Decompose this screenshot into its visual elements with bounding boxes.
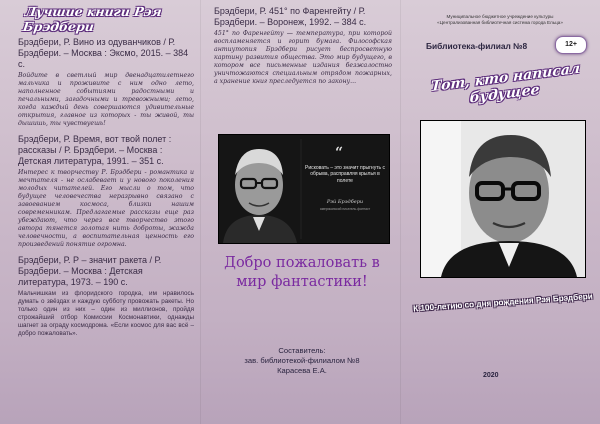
book-description: 451° по Фаренгейту — температура, при которой воспламеняется и горит бумага. Философская антиутопия Брэдбери рисует беспросветную картину развития общества. Это мир будущего, в котором все письменные издания безжалостно уничтожаются специальным отрядом пожарных, а хранение книг преследуется по закону... [214,30,392,85]
book-entry [18,134,194,249]
compiler-role: зав. библиотекой-филиалом №8 [244,356,360,365]
branch-name: Библиотека-филиал №8 [426,41,528,51]
left-panel [0,0,200,424]
quote-mark-icon: “ [335,145,344,161]
book-description: Мальчишкам из флоридского городка, им нравилось думать о звёздах и каждую субботу провожать ракеты. Но только один из них – один из миллионов, пройдя строжайший отбор Комиссии Космонавтики, однажды шагнет за ограду космодрома. «Если космос для вас всё – добро пожаловать». [18,290,194,337]
author-portrait-image [421,121,585,277]
anniversary-caption: К 100-летию со дня рождения Рэя Брэдбери [412,291,594,314]
quote-author: Рэй Брэдбери [326,199,364,205]
compiler-name: Карасева Е.А. [277,366,327,375]
book-entry [18,255,194,338]
book-description: Интерес к творчеству Р. Брэдбери - романтика и мечтателя - не ослабевает и у нового поколения молодых читателей. Его мысли о том, что будущее человечества неразрывно связано с завоеванием космоса, близки нашим современникам. Предлагаемые рассказы еще раз убеждают, что через все творчество этого автора тянется золотая нить доброты, жажда человечности, а воспитательная ценность его произведений понятие огромна. [18,169,194,248]
book-citation: Брэдбери, Р. Вино из одуванчиков / Р. Брэдбери. – Москва : Эксмо, 2015. – 384 с. [18,37,189,69]
organization-line: «Централизованная библиотечная система города Ельца» [437,20,563,25]
author-portrait [420,120,586,278]
fold-line [400,0,401,424]
quote-photo-card [218,134,390,244]
compiler-label: Составитель: [278,346,326,355]
book-citation: Брэдбери, Р. Время, вот твой полет : рассказы / Р. Брэдбери. – Москва : Детская литература, 1991. – 351 с. [18,134,172,166]
welcome-heading: Добро пожаловать в мир фантастики! [224,255,380,290]
cover-title: Тот, кто написал будущее [430,60,581,107]
quote-text: Рисковать – это значит прыгнуть с обрыва, расправляя крылья в полете [305,165,385,184]
organization-line: Муниципальное бюджетное учреждение культуры [446,14,554,19]
book-citation: Брэдбери, Р. 451° по Фаренгейту / Р. Брэдбери. – Воронеж, 1992. – 384 с. [214,6,367,27]
compiler-block [210,346,394,376]
book-description: Войдите в светлый мир двенадцатилетнего мальчика и проживите с ним одно лето, наполненное событиями радостными и печальными, загадочными и тревожными; лето, когда каждый день совершаются удивительные открытия, главное из которых - ты живой, ты дышишь, ты чувствуешь! [18,72,194,127]
author-photo [219,135,389,243]
book-entry [18,37,194,128]
publication-year: 2020 [483,372,499,379]
book-citation: Брэдбери, Р. Р – значит ракета / Р. Брэдбери. – Москва : Детская литература, 1973. – 190 с. [18,255,162,287]
age-rating-badge: 12+ [555,36,587,54]
quote-author-caption: американский писатель-фантаст [319,207,371,211]
left-panel-title: Лучшие книги Рэя Брэдбери [21,4,163,34]
organization-name [410,14,590,26]
